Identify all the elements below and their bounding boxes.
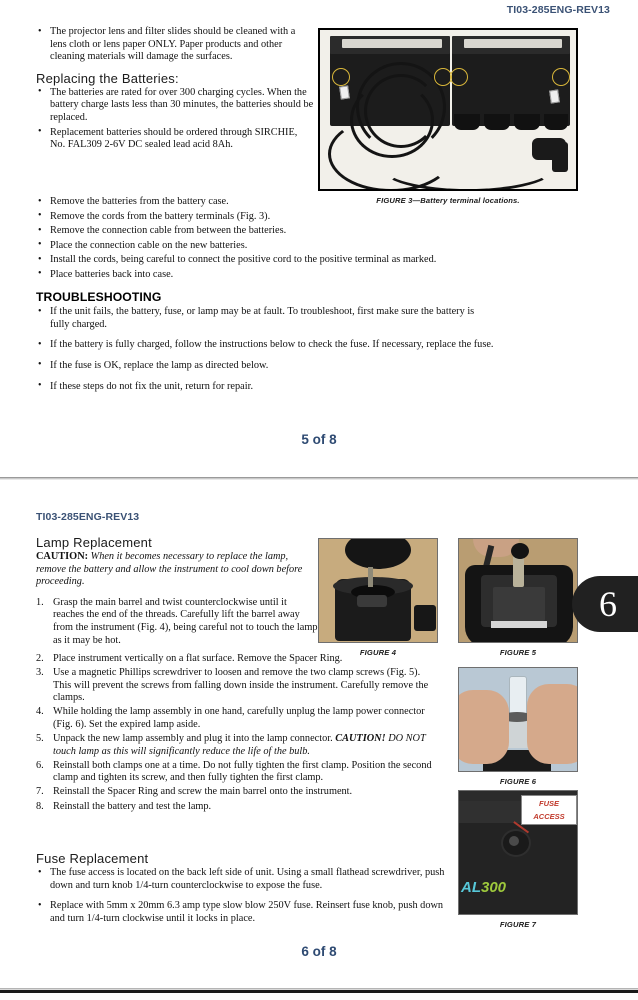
replacing-batteries-bullet-list (36, 87, 314, 152)
lamp-steps-part1 (36, 597, 318, 647)
list-item: Use a magnetic Phillips screwdriver to loosen and remove the two clamp screws (Fig. 5). This will prevent the screws from falling down inside the instrument. Carefully remove the clamps. (53, 667, 429, 704)
list-item: • Install the cords, being careful to connect the positive cord to the positive terminal as marked. (36, 254, 496, 267)
caution-label: CAUTION: (36, 551, 89, 563)
fuse-replacement-block (36, 853, 450, 933)
fuse-replacement-bullet-list (36, 867, 450, 925)
figure-3-battery-terminal-photo (318, 28, 578, 191)
list-item: • Remove the connection cable from between the batteries. (36, 225, 496, 238)
lamp-steps-part2 (36, 653, 436, 813)
list-item: Grasp the main barrel and twist counterclockwise until it reaches the end of the threads. Carefully lift the barrel away from the instrument (Fig. 4), being careful not to touch the lamp as it may be hot. (53, 596, 318, 646)
figure-5-caption: FIGURE 5 (499, 648, 537, 657)
product-brand-label (461, 879, 506, 896)
list-item: • Replace with 5mm x 20mm 6.3 amp type slow blow 250V fuse. Reinsert fuse knob, push down and turn 1/4-turn clockwise until it locks in place. (36, 900, 450, 925)
caution-text: When it becomes necessary to replace the lamp, remove the battery and allow the instrument to cool down before proceeding. (36, 551, 303, 588)
battery-photo-scene (320, 30, 576, 189)
battery-procedure-list (36, 196, 496, 282)
list-item: • If the battery is fully charged, follow the instructions below to check the fuse. If necessary, replace the fuse. (36, 339, 496, 352)
lamp-steps-part2-block (36, 653, 436, 815)
product-subtitle (515, 883, 516, 889)
terminal-marker-4 (552, 68, 570, 86)
page-5 (0, 0, 638, 478)
lamp-replacement-heading: Lamp Replacement (36, 535, 152, 550)
section-tab-marker: 6 (572, 576, 638, 632)
lamp-replacement-block (36, 537, 318, 649)
list-item: • Place the connection cable on the new batteries. (36, 240, 496, 253)
fuse-replacement-heading: Fuse Replacement (36, 851, 149, 866)
list-item: • Remove the batteries from the battery case. (36, 196, 496, 209)
page-number-6: 6 of 8 (301, 944, 337, 959)
list-item-step5 (36, 733, 436, 758)
list-item: Reinstall both clamps one at a time. Do not fully tighten the first clamp. Position the second clamp and tighten its screw, and then fully tighten the first clamp. (53, 759, 432, 784)
troubleshooting-heading: TROUBLESHOOTING (36, 289, 162, 304)
fuse-access-line2: ACCESS (533, 812, 565, 821)
page-number-5: 5 of 8 (301, 432, 337, 447)
fuse-access-callout (521, 795, 577, 825)
figure-3-caption: FIGURE 3—Battery terminal locations. (376, 196, 520, 205)
lamp-replacement-caution (36, 551, 318, 589)
terminal-marker-3 (450, 68, 468, 86)
list-item: • Remove the cords from the battery terminals (Fig. 3). (36, 211, 496, 224)
list-item: • The fuse access is located on the back left side of unit. Using a small flathead screwdriver, push down and turn knob 1/4-turn counterclockwise to expose the fuse. (36, 867, 450, 892)
list-item: • The batteries are rated for over 300 charging cycles. When the battery charge lasts less than 30 minutes, the batteries should be replaced. (36, 87, 314, 125)
list-item: • Place batteries back into case. (36, 269, 496, 282)
brand-number: 300 (481, 879, 507, 896)
figure-7-fuse-access-photo (458, 790, 578, 915)
figure-4-barrel-photo (318, 538, 438, 643)
brand-prefix: AL (461, 879, 481, 896)
step5-caution-label: CAUTION! (335, 733, 386, 745)
list-item: Reinstall the battery and test the lamp. (53, 800, 212, 812)
fuse-access-line1: FUSE (538, 799, 559, 808)
step5-caution-text: DO NOT touch lamp as this will significantly reduce the life of the bulb. (53, 733, 426, 757)
document-code-page6: TI03-285ENG-REV13 (36, 511, 140, 523)
page5-left-column (36, 26, 314, 154)
list-item: • Replacement batteries should be ordered through SIRCHIE, No. FAL309 2-6V DC sealed lead acid 8Ah. (36, 127, 314, 152)
document-code-page5: TI03-285ENG-REV13 (506, 4, 610, 16)
figure-6-caption: FIGURE 6 (499, 777, 537, 786)
replacing-batteries-heading: Replacing the Batteries: (36, 70, 179, 86)
figure-7-caption: FIGURE 7 (499, 920, 537, 929)
list-item: • If the fuse is OK, replace the lamp as directed below. (36, 360, 496, 373)
troubleshooting-bullet-list (36, 306, 496, 393)
list-item: While holding the lamp assembly in one hand, carefully unplug the lamp power connector (Fig. 6). Set the expired lamp aside. (53, 706, 425, 730)
list-item: Place instrument vertically on a flat surface. Remove the Spacer Ring. (53, 653, 343, 664)
page-divider-2 (0, 988, 638, 993)
page5-wide-column (36, 196, 496, 401)
list-item: • If the unit fails, the battery, fuse, or lamp may be at fault. To troubleshoot, first make sure the battery is fully charged. (36, 306, 496, 331)
list-item: • The projector lens and filter slides should be cleaned with a lens cloth or lens paper ONLY. Paper products and other cleaning materials will damage the surfaces. (36, 26, 314, 64)
list-item: Reinstall the Spacer Ring and screw the main barrel onto the instrument. (53, 786, 353, 798)
step5-text: Unpack the new lamp assembly and plug it into the lamp connector. (53, 733, 333, 745)
figure-6-lamp-connector-photo (458, 667, 578, 772)
terminal-marker-1 (332, 68, 350, 86)
page5-intro-bullet-list (36, 26, 314, 64)
list-item: • If these steps do not fix the unit, return for repair. (36, 381, 496, 394)
figure-4-caption: FIGURE 4 (359, 648, 397, 657)
figure-5-clamp-screws-photo (458, 538, 578, 643)
